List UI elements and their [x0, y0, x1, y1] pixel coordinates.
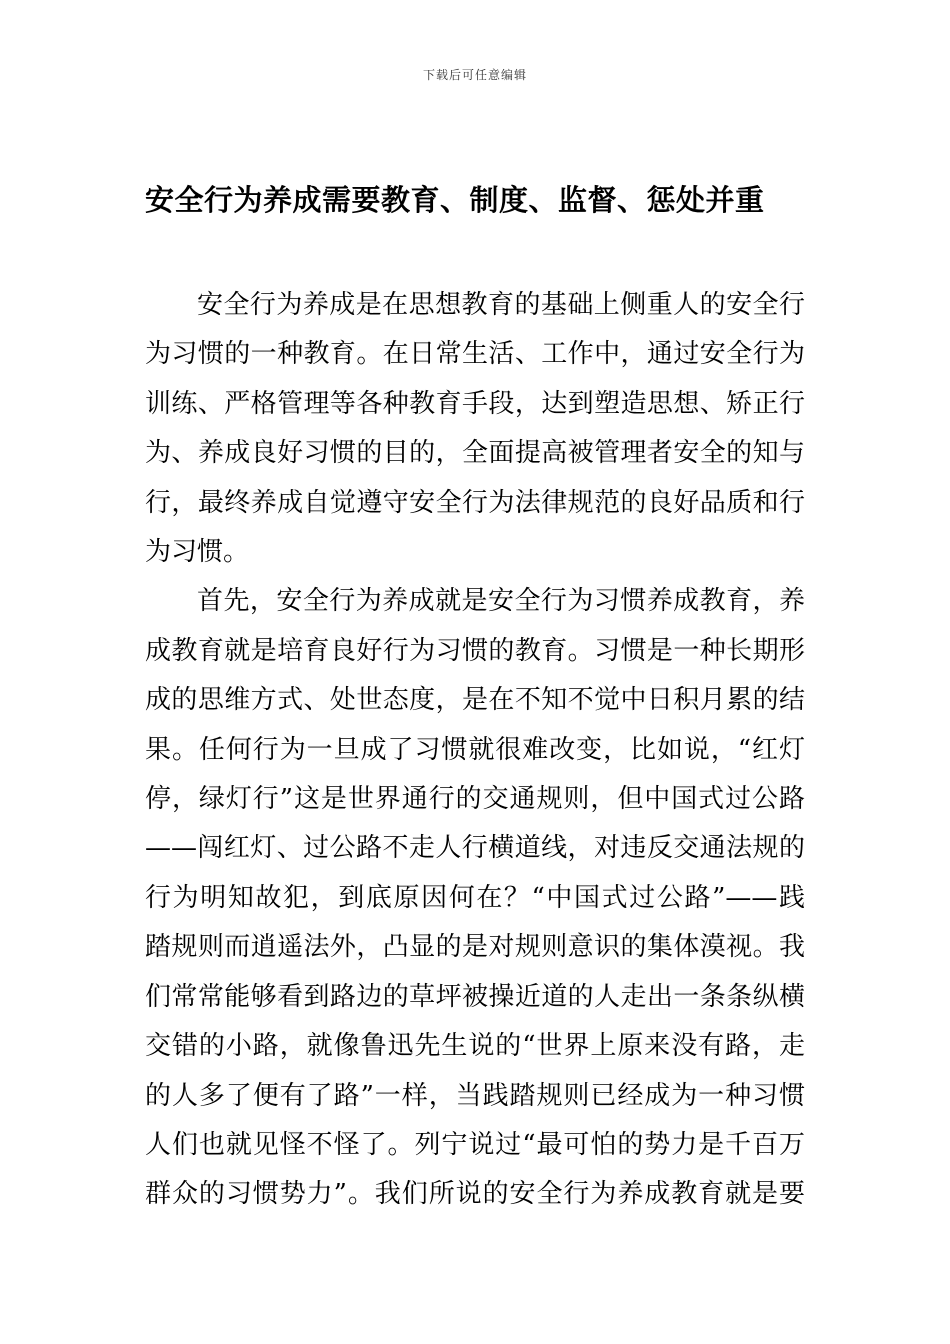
- paragraph-line: 的人多了便有了路”一样，当践踏规则已经成为一种习惯: [145, 1080, 805, 1111]
- paragraph-line: 训练、严格管理等各种教育手段，达到塑造思想、矫正行: [145, 388, 805, 419]
- paragraph-line: 们常常能够看到路边的草坪被操近道的人走出一条条纵横: [145, 981, 805, 1012]
- paragraph-line: 踏规则而逍遥法外，凸显的是对规则意识的集体漠视。我: [145, 932, 805, 963]
- paragraph-1: [145, 281, 805, 577]
- paragraph-line: 行为明知故犯，到底原因何在？“中国式过公路”——践: [145, 882, 805, 913]
- paragraph-line: 交错的小路，就像鲁迅先生说的“世界上原来没有路，走: [145, 1031, 805, 1062]
- paragraph-line: 群众的习惯势力”。我们所说的安全行为养成教育就是要: [145, 1179, 805, 1210]
- document-body: [145, 281, 805, 1220]
- paragraph-line: 安全行为养成是在思想教育的基础上侧重人的安全行: [197, 290, 805, 320]
- header-note: 下载后可任意编辑: [422, 68, 527, 82]
- paragraph-line: 为习惯。: [145, 537, 250, 568]
- paragraph-line: 首先，安全行为养成就是安全行为习惯养成教育，养: [197, 586, 805, 617]
- paragraph-line: 人们也就见怪不怪了。列宁说过“最可怕的势力是千百万: [145, 1129, 805, 1160]
- paragraph-line: 停，绿灯行”这是世界通行的交通规则，但中国式过公路: [145, 784, 805, 815]
- paragraph-2: [145, 577, 805, 1219]
- paragraph-line: 为、养成良好习惯的目的，全面提高被管理者安全的知与: [145, 438, 805, 469]
- paragraph-line: ——闯红灯、过公路不走人行横道线，对违反交通法规的: [145, 833, 805, 864]
- paragraph-line: 行，最终养成自觉遵守安全行为法律规范的良好品质和行: [145, 487, 805, 518]
- paragraph-line: 成教育就是培育良好行为习惯的教育。习惯是一种长期形: [145, 635, 805, 666]
- paragraph-line: 成的思维方式、处世态度，是在不知不觉中日积月累的结: [145, 685, 805, 716]
- document-title: 安全行为养成需要教育、制度、监督、惩处并重: [145, 183, 765, 217]
- paragraph-line: 果。任何行为一旦成了习惯就很难改变，比如说，“红灯: [145, 734, 805, 765]
- paragraph-line: 为习惯的一种教育。在日常生活、工作中，通过安全行为: [145, 339, 805, 370]
